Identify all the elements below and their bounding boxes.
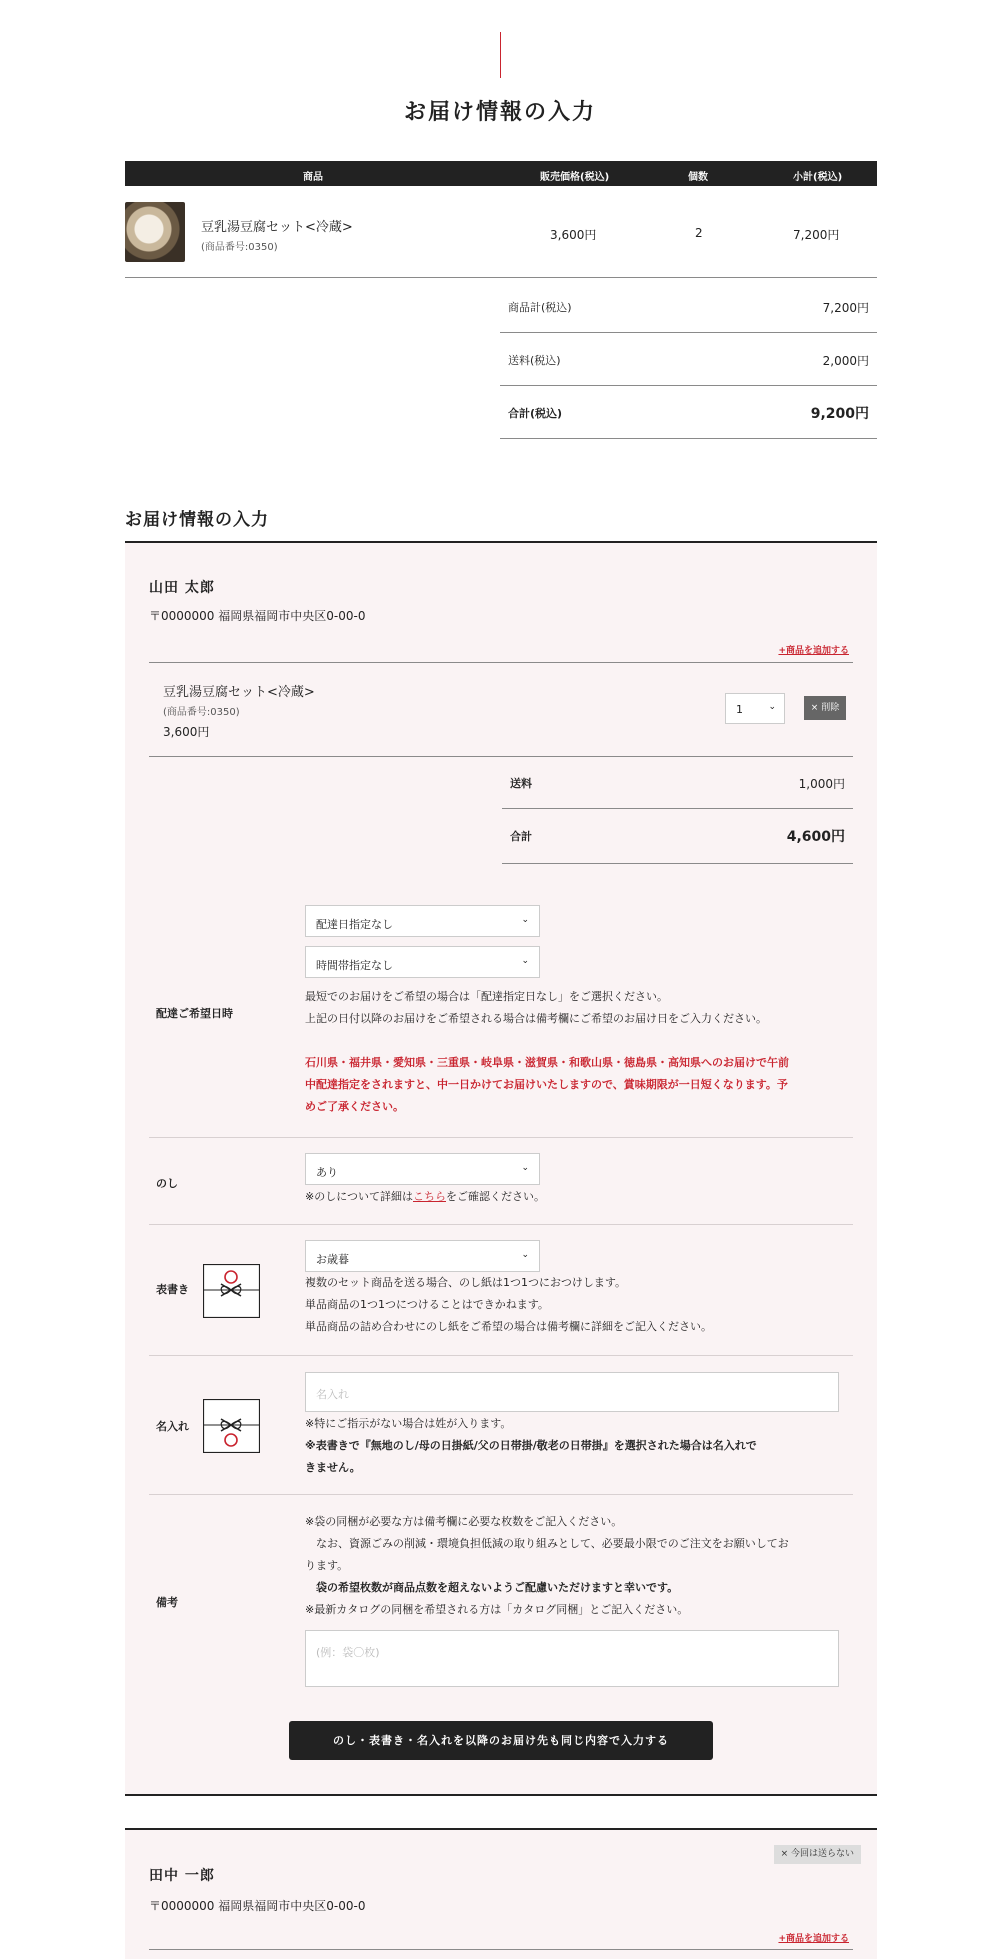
bikou-note-line: ※袋の同梱が必要な方は備考欄に必要な枚数をご記入ください。 [305,1515,623,1528]
bikou-note-line: ※最新カタログの同梱を希望される方は「カタログ同梱」とご記入ください。 [305,1603,689,1616]
quantity-select[interactable] [725,693,785,724]
recipient-name: 田中 一郎 [149,1868,215,1884]
shipping-label: 送料(税込) [508,354,561,367]
bikou-textarea[interactable] [305,1630,839,1687]
item-code: (商品番号:0350) [163,707,240,718]
chevron-down-icon: ⌄ [521,1250,529,1260]
product-name[interactable]: 豆乳湯豆腐セット<冷蔵> [201,220,353,235]
divider [149,1137,853,1138]
delivery-time-select[interactable] [305,946,540,978]
omote-note-line: 複数のセット商品を送る場合、のし紙は1つ1つにおつけします。 [305,1276,627,1289]
shipping-value: 2,000円 [822,354,869,368]
noshi-label: のし [156,1177,178,1190]
recipient-shipping-row [502,756,853,809]
summary-total-row [500,386,877,439]
header-product: 商品 [303,172,323,183]
omote-value: お歳暮 [316,1253,349,1266]
delivery-date-select[interactable] [305,905,540,937]
item-price: 3,600円 [163,725,210,739]
bikou-label: 備考 [156,1596,178,1609]
noshi-ribbon-icon [203,1264,260,1318]
summary-items-row [500,280,877,333]
delivery-date-value: 配達日指定なし [316,918,393,931]
quantity-value: 1 [736,703,743,716]
delivery-warning [305,1052,835,1118]
delivery-time-value: 時間帯指定なし [316,959,393,972]
noshi-select[interactable] [305,1153,540,1185]
section-title: お届け情報の入力 [125,510,269,530]
delete-button[interactable]: × 削除 [804,696,846,720]
add-product-link[interactable]: +商品を追加する [778,646,849,656]
items-label: 商品計(税込) [508,301,572,314]
summary-shipping-row [500,333,877,386]
naire-note-line: きません。 [305,1461,361,1474]
bikou-note-line: ります。 [305,1559,349,1572]
recipient-name: 山田 太郎 [149,580,215,596]
page-title: お届け情報の入力 [403,99,596,125]
naire-input[interactable] [305,1372,839,1412]
bikou-note-line: なお、資源ごみの削減・環境負担低減の取り組みとして、必要最小限でのご注文をお願いしてお [305,1537,789,1550]
recipient-total-label: 合計 [510,830,532,843]
delivery-label: 配達ご希望日時 [156,1007,233,1020]
product-qty: 2 [695,226,703,240]
header-qty: 個数 [688,172,708,183]
divider [149,662,853,663]
divider [149,1494,853,1495]
noshi-note-text: ※のしについて詳細は [305,1190,413,1203]
add-product-link[interactable]: +商品を追加する [778,1934,849,1944]
recipient-panel [125,543,877,1795]
noshi-value: あり [316,1166,338,1179]
panel-divider [125,1794,877,1796]
divider [149,1224,853,1225]
divider [149,1355,853,1356]
omote-select[interactable] [305,1240,540,1272]
recipient-total-value: 4,600円 [786,829,845,845]
naire-label: 名入れ [156,1420,189,1433]
recipient-summary [502,756,853,864]
cart-table [125,161,877,278]
recipient-address: 〒0000000 福岡県福岡市中央区0-00-0 [149,609,366,623]
recipient-shipping-value: 1,000円 [798,777,845,791]
noshi-detail-link[interactable]: こちら [413,1190,446,1203]
omote-note [305,1272,835,1338]
cart-row [125,186,877,278]
divider [149,1949,853,1950]
delivery-note-line: 上記の日付以降のお届けをご希望される場合は備考欄にご希望のお届け日をご入力ください。 [305,1012,767,1025]
recipient-shipping-label: 送料 [510,777,532,790]
recipient-address: 〒0000000 福岡県福岡市中央区0-00-0 [149,1899,366,1913]
chevron-down-icon: ⌄ [521,956,529,966]
order-summary [500,280,877,439]
skip-recipient-button[interactable]: × 今回は送らない [774,1845,861,1864]
omote-note-line: 単品商品の1つ1つにつけることはできかねます。 [305,1298,549,1311]
chevron-down-icon: ⌄ [768,702,776,712]
item-name: 豆乳湯豆腐セット<冷蔵> [163,685,315,700]
recipient-total-row [502,809,853,864]
product-subtotal: 7,200円 [793,228,840,242]
cart-header [125,161,877,186]
delivery-note-line: 最短でのお届けをご希望の場合は「配達指定日なし」をご選択ください。 [305,990,668,1003]
decorative-line [500,32,501,78]
total-value: 9,200円 [810,406,869,422]
warning-line: めご了承ください。 [305,1100,404,1113]
omote-note-line: 単品商品の詰め合わせにのし紙をご希望の場合は備考欄に詳細をご記入ください。 [305,1320,712,1333]
warning-line: 中配達指定をされますと、中一日かけてお届けいたしますので、賞味期限が一日短くなります。予 [305,1078,788,1091]
naire-placeholder: 名入れ [316,1388,349,1401]
recipient-panel [125,1830,877,1959]
omote-label: 表書き [156,1283,189,1296]
product-price: 3,600円 [550,228,597,242]
chevron-down-icon: ⌄ [521,915,529,925]
items-value: 7,200円 [822,301,869,315]
chevron-down-icon: ⌄ [521,1163,529,1173]
bikou-note [305,1511,835,1621]
warning-line: 石川県・福井県・愛知県・三重県・岐阜県・滋賀県・和歌山県・徳島県・高知県へのお届けで午前 [305,1056,789,1069]
naire-note-line: ※表書きで『無地のし/母の日掛紙/父の日帯掛/敬老の日帯掛』を選択された場合は名入れで [305,1439,757,1452]
naire-note [305,1413,835,1479]
header-price: 販売価格(税込) [540,172,610,183]
product-thumbnail[interactable] [125,202,185,262]
product-code: (商品番号:0350) [201,242,278,253]
header-subtotal: 小計(税込) [793,172,843,183]
bikou-note-line: 袋の希望枚数が商品点数を超えないようご配慮いただけますと幸いです。 [305,1581,679,1594]
delivery-note [305,986,835,1030]
noshi-ribbon-icon [203,1399,260,1453]
total-label: 合計(税込) [508,407,563,420]
copy-settings-button[interactable]: のし・表書き・名入れを以降のお届け先も同じ内容で入力する [289,1721,713,1760]
naire-note-line: ※特にご指示がない場合は姓が入ります。 [305,1417,512,1430]
noshi-note-text: をご確認ください。 [446,1190,545,1203]
noshi-note [305,1186,835,1208]
bikou-placeholder: (例：袋〇枚) [316,1646,380,1659]
